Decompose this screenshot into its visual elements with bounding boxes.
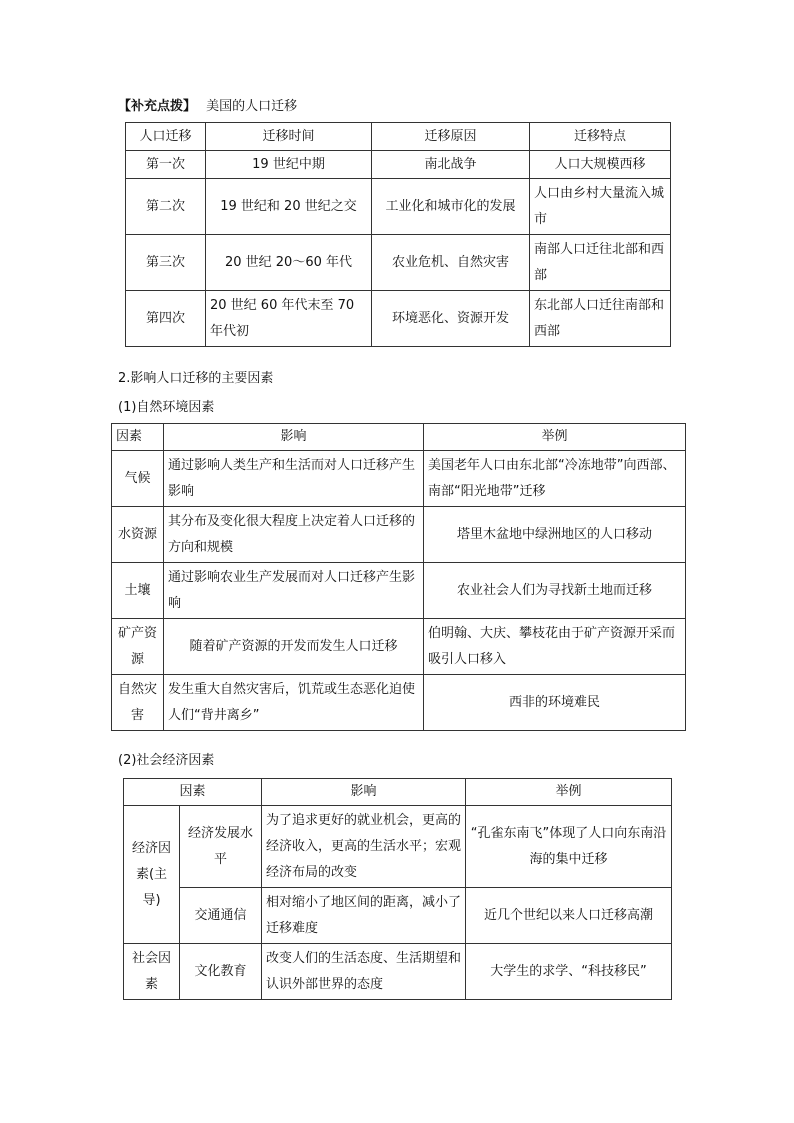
natural-factors-table — [111, 423, 686, 731]
us-migration-table — [125, 122, 671, 347]
cell: 通过影响农业生产发展而对人口迁移产生影响 — [164, 563, 424, 619]
cell: 第二次 — [126, 179, 206, 235]
cell: 西非的环境难民 — [424, 675, 686, 731]
cell: 发生重大自然灾害后，饥荒或生态恶化迫使人们“背井离乡” — [164, 675, 424, 731]
col-header: 影响 — [262, 779, 466, 806]
cell: 20 世纪 20～60 年代 — [206, 235, 372, 291]
cell: 19 世纪中期 — [206, 151, 372, 179]
col-header: 举例 — [466, 779, 672, 806]
cell: 为了追求更好的就业机会，更高的经济收入，更高的生活水平；宏观经济布局的改变 — [262, 806, 466, 888]
table-row — [112, 563, 686, 619]
col-header: 因素 — [124, 779, 262, 806]
cell: 近几个世纪以来人口迁移高潮 — [466, 888, 672, 944]
cell: 南部人口迁往北部和西部 — [530, 235, 671, 291]
cell: 人口大规模西移 — [530, 151, 671, 179]
cell: 改变人们的生活态度、生活期望和认识外部世界的态度 — [262, 944, 466, 1000]
natural-heading: (1)自然环境因素 — [118, 400, 215, 415]
cell: 人口由乡村大量流入城市 — [530, 179, 671, 235]
table-row — [112, 619, 686, 675]
cell: 环境恶化、资源开发 — [372, 291, 530, 347]
col-header: 迁移时间 — [206, 123, 372, 151]
cell: 水资源 — [112, 507, 164, 563]
cell: 气候 — [112, 451, 164, 507]
cell: 农业社会人们为寻找新土地而迁移 — [424, 563, 686, 619]
cell: 随着矿产资源的开发而发生人口迁移 — [164, 619, 424, 675]
cell: 伯明翰、大庆、攀枝花由于矿产资源开采而吸引人口移入 — [424, 619, 686, 675]
supplement-title: 美国的人口迁移 — [206, 99, 298, 114]
cell: 东北部人口迁往南部和西部 — [530, 291, 671, 347]
cell: 20 世纪 60 年代末至 70 年代初 — [206, 291, 372, 347]
cell: 经济发展水平 — [180, 806, 262, 888]
cell: 大学生的求学、“科技移民” — [466, 944, 672, 1000]
table-row — [124, 888, 672, 944]
col-header: 举例 — [424, 424, 686, 451]
col-header: 迁移原因 — [372, 123, 530, 151]
cell: 矿产资源 — [112, 619, 164, 675]
col-header: 影响 — [164, 424, 424, 451]
cell: 相对缩小了地区间的距离，减小了迁移难度 — [262, 888, 466, 944]
table-row — [124, 944, 672, 1000]
table-row — [126, 151, 671, 179]
cell: 交通通信 — [180, 888, 262, 944]
supplement-tag: 【补充点拨】 — [118, 99, 197, 114]
cell: 工业化和城市化的发展 — [372, 179, 530, 235]
col-header: 迁移特点 — [530, 123, 671, 151]
cell: 美国老年人口由东北部“冷冻地带”向西部、南部“阳光地带”迁移 — [424, 451, 686, 507]
section2-heading: 2.影响人口迁移的主要因素 — [118, 371, 274, 386]
cell: “孔雀东南飞”体现了人口向东南沿海的集中迁移 — [466, 806, 672, 888]
cell: 第四次 — [126, 291, 206, 347]
social-heading: (2)社会经济因素 — [118, 753, 215, 768]
col-header: 人口迁移 — [126, 123, 206, 151]
cell: 19 世纪和 20 世纪之交 — [206, 179, 372, 235]
cell: 文化教育 — [180, 944, 262, 1000]
table-row — [124, 806, 672, 888]
table-row — [112, 451, 686, 507]
social-factors-table — [123, 778, 672, 1000]
table-row — [126, 291, 671, 347]
group-social: 社会因素 — [124, 944, 180, 1000]
cell: 第一次 — [126, 151, 206, 179]
cell: 第三次 — [126, 235, 206, 291]
cell: 通过影响人类生产和生活而对人口迁移产生影响 — [164, 451, 424, 507]
group-economic: 经济因素(主导) — [124, 806, 180, 944]
table-row — [126, 235, 671, 291]
table-row — [112, 675, 686, 731]
cell: 农业危机、自然灾害 — [372, 235, 530, 291]
cell: 其分布及变化很大程度上决定着人口迁移的方向和规模 — [164, 507, 424, 563]
table-row — [126, 179, 671, 235]
supplement-heading — [118, 98, 297, 116]
cell: 塔里木盆地中绿洲地区的人口移动 — [424, 507, 686, 563]
cell: 土壤 — [112, 563, 164, 619]
cell: 自然灾害 — [112, 675, 164, 731]
cell: 南北战争 — [372, 151, 530, 179]
col-header: 因素 — [112, 424, 164, 451]
table-row — [112, 507, 686, 563]
